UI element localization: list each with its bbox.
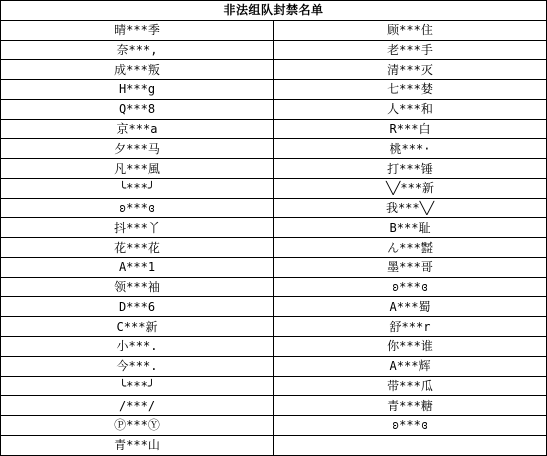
table-row (1, 218, 547, 238)
banned-name-left: ╰***╯ (1, 178, 274, 198)
banned-name-right: 青***糖 (274, 396, 547, 416)
banned-name-left: Ⓟ***Ⓨ (1, 416, 274, 436)
banned-name-left: 领***袖 (1, 277, 274, 297)
banned-name-left: 奈***, (1, 40, 274, 60)
banned-name-right: 墨***哥 (274, 257, 547, 277)
banned-name-right: ʚ***ɞ (274, 416, 547, 436)
banned-name-right: 你***谁 (274, 337, 547, 357)
banned-name-right: ╲╱***新 (274, 178, 547, 198)
banned-name-right: 七***婪 (274, 80, 547, 100)
banned-name-left: ʚ***ɞ (1, 198, 274, 218)
banned-name-left: 成***叛 (1, 60, 274, 80)
banned-name-left: C***新 (1, 317, 274, 337)
banned-name-left: 小***. (1, 337, 274, 357)
banned-name-right: B***耻 (274, 218, 547, 238)
table-row (1, 99, 547, 119)
banned-name-right: 我***╲╱ (274, 198, 547, 218)
banned-name-left: 抖***丫 (1, 218, 274, 238)
banned-name-right: 桃***· (274, 139, 547, 159)
table-row (1, 80, 547, 100)
table-row (1, 297, 547, 317)
banned-name-right: 舒***r (274, 317, 547, 337)
table-row (1, 178, 547, 198)
table-row (1, 337, 547, 357)
banned-name-left: /***/ (1, 396, 274, 416)
banned-name-left: Q***8 (1, 99, 274, 119)
table-row (1, 20, 547, 40)
banned-name-right: 打***锤 (274, 159, 547, 179)
table-row (1, 416, 547, 436)
banned-name-right (274, 435, 547, 455)
banned-name-left: H***g (1, 80, 274, 100)
table-row (1, 356, 547, 376)
banned-name-right: 清***灭 (274, 60, 547, 80)
banned-name-left: 今***. (1, 356, 274, 376)
banned-name-left: 京***a (1, 119, 274, 139)
table-row (1, 277, 547, 297)
ban-list-body (1, 1, 547, 456)
banned-name-right: A***辉 (274, 356, 547, 376)
table-row (1, 40, 547, 60)
table-row (1, 198, 547, 218)
banned-name-left: D***6 (1, 297, 274, 317)
title-row (1, 1, 547, 21)
table-row (1, 257, 547, 277)
banned-name-right: R***白 (274, 119, 547, 139)
banned-name-left: 花***花 (1, 238, 274, 258)
table-row (1, 139, 547, 159)
table-row (1, 376, 547, 396)
banned-name-right: 带***瓜 (274, 376, 547, 396)
banned-name-right: ん***㍿ (274, 238, 547, 258)
banned-name-right: 人***和 (274, 99, 547, 119)
banned-name-right: 老***手 (274, 40, 547, 60)
table-row (1, 119, 547, 139)
banned-name-left: 凡***風 (1, 159, 274, 179)
table-row (1, 159, 547, 179)
table-row (1, 435, 547, 455)
table-row (1, 238, 547, 258)
banned-name-right: 顾***住 (274, 20, 547, 40)
banned-name-right: ʚ***ɞ (274, 277, 547, 297)
banned-name-left: A***1 (1, 257, 274, 277)
table-row (1, 317, 547, 337)
table-row (1, 60, 547, 80)
banned-name-left: ╰***╯ (1, 376, 274, 396)
banned-name-right: A***蜀 (274, 297, 547, 317)
table-row (1, 396, 547, 416)
banned-name-left: 晴***季 (1, 20, 274, 40)
ban-list-title: 非法组队封禁名单 (1, 1, 547, 21)
banned-name-left: 夕***马 (1, 139, 274, 159)
banned-name-left: 青***山 (1, 435, 274, 455)
